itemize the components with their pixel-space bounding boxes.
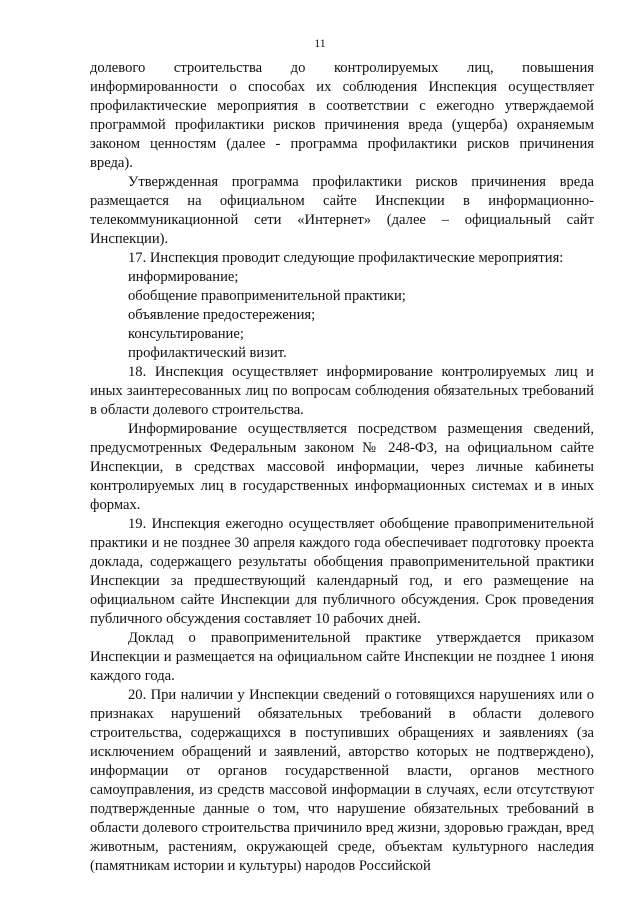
paragraph-18-informing: 18. Инспекция осуществляет информирование контролируемых лиц и иных заинтересованных лиц по вопросам соблюдения обязательных требований в области долевого строительства.: [90, 364, 594, 418]
paragraph-report-approval: Доклад о правоприменительной практике утверждается приказом Инспекции и размещается на официальном сайте Инспекции не позднее 1 июня каждого года.: [90, 630, 594, 684]
document-body: [90, 59, 594, 876]
paragraph-informing-means: Информирование осуществляется посредством размещения сведений, предусмотренных Федеральным законом № 248-ФЗ, на официальном сайте Инспекции, в средствах массовой информации, через личные кабинеты контролируемых лиц в государственных информационных системах и в иных формах.: [90, 421, 594, 513]
paragraph-20-violations: 20. При наличии у Инспекции сведений о готовящихся нарушениях или о признаках нарушений обязательных требований в области долевого строительства, содержащихся в поступивших обращениях и заявлениях (за исключением обращений и заявлений, авторство которых не подтверждено), информации от органов государственной власти, органов местного самоуправления, из средств массовой информации в случаях, если отсутствуют подтвержденные данные о том, что нарушение обязательных требований в области долевого строительства причинило вред жизни, здоровью граждан, вред животным, растениям, окружающей среде, объектам культурного наследия (памятникам истории и культуры) народов Российской: [90, 687, 594, 874]
paragraph-17-measures-intro: 17. Инспекция проводит следующие профилактические мероприятия:: [128, 250, 564, 266]
paragraph-continuation: долевого строительства до контролируемых лиц, повышения информированности о способах их соблюдения Инспекция осуществляет профилактические мероприятия в соответствии с ежегодно утверждаемой программой профилактики рисков причинения вреда (ущерба) охраняемым законом ценностям (далее - программа профилактики рисков причинения вреда).: [90, 60, 594, 171]
paragraph-19-generalization: 19. Инспекция ежегодно осуществляет обобщение правоприменительной практики и не позднее 30 апреля каждого года обеспечивает подготовку проекта доклада, содержащего результаты обобщения правоприменительной практики Инспекции за предшествующий календарный год, и его размещение на официальном сайте Инспекции для публичного обсуждения. Срок проведения публичного обсуждения составляет 10 рабочих дней.: [90, 516, 594, 627]
list-item-practice-generalization: обобщение правоприменительной практики;: [128, 288, 406, 304]
list-item-informing: информирование;: [128, 269, 239, 285]
list-item-warning: объявление предостережения;: [128, 307, 316, 323]
paragraph-program-publication: Утвержденная программа профилактики рисков причинения вреда размещается на официальном сайте Инспекции в информационно-телекоммуникационной сети «Интернет» (далее – официальный сайт Инспекции).: [90, 174, 594, 247]
page-number: 11: [314, 36, 326, 50]
list-item-consulting: консультирование;: [128, 326, 244, 342]
list-item-preventive-visit: профилактический визит.: [128, 345, 287, 361]
